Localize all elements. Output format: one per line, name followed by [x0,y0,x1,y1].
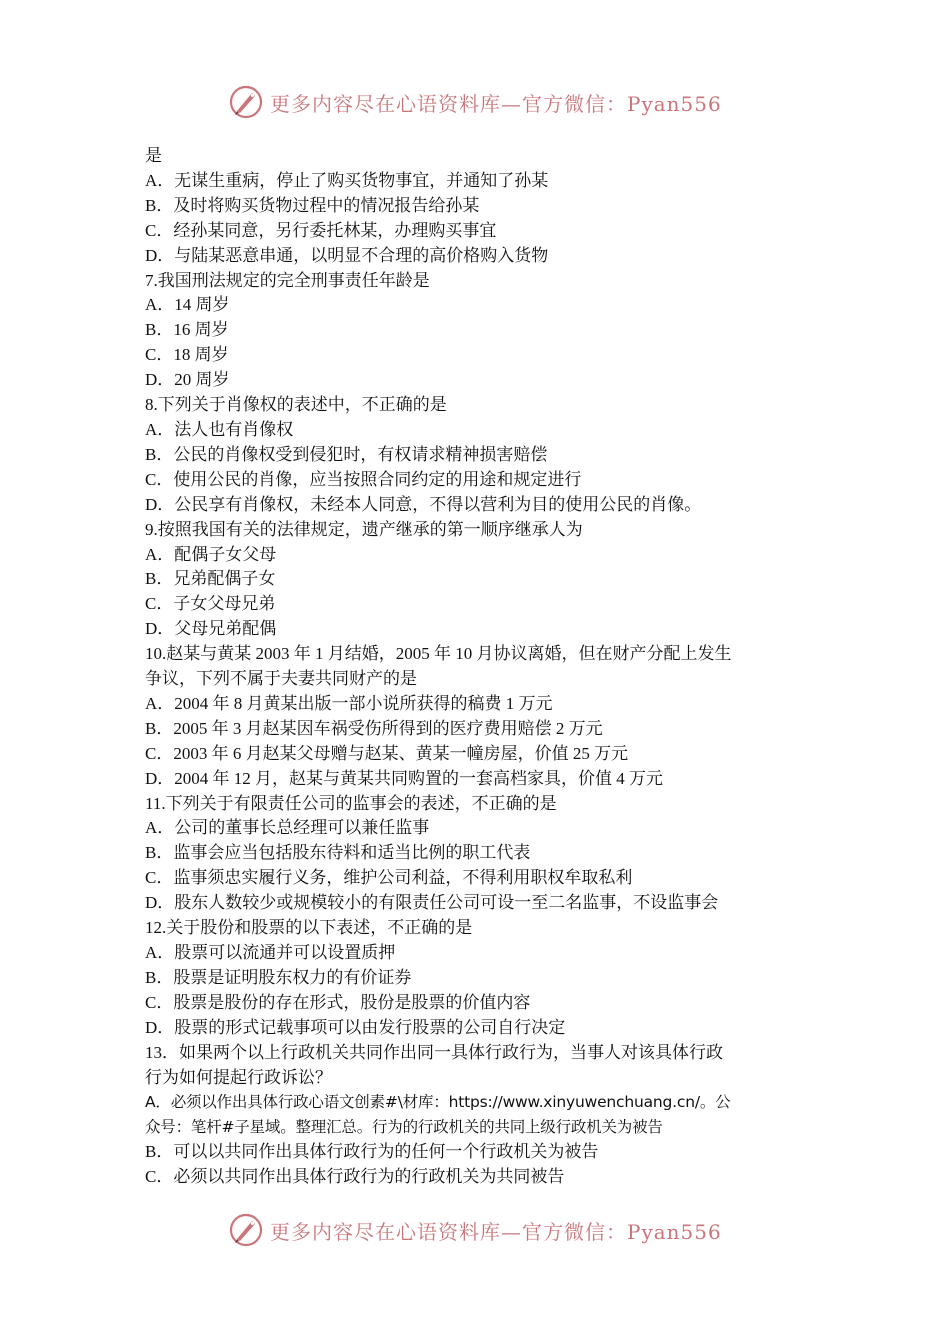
exam-question-text [145,144,817,1190]
text-line: D．2004 年 12 月，赵某与黄某共同购置的一套高档家具，价值 4 万元 [145,768,664,788]
text-line: C．经孙某同意，另行委托林某，办理购买事宜 [145,220,497,240]
header-banner-text: 更多内容尽在心语资料库—官方微信：Pyan556 [270,91,722,116]
text-line: B．兄弟配偶子女 [145,569,276,589]
text-line-watermark: 众号：笔杆#子星域。整理汇总。行为的行政机关的共同上级行政机关为被告 [145,1118,663,1137]
pen-nib-logo-icon [228,84,264,120]
footer-banner [228,1210,722,1250]
text-line: B．16 周岁 [145,320,229,340]
text-line: B．公民的肖像权受到侵犯时，有权请求精神损害赔偿 [145,444,548,464]
text-line: C．必须以共同作出具体行政行为的行政机关为共同被告 [145,1167,565,1187]
header-banner [228,82,722,122]
text-line: 争议，下列不属于夫妻共同财产的是 [145,669,417,689]
text-line: D．股票的形式记载事项可以由发行股票的公司自行决定 [145,1017,566,1037]
text-line: C．股票是股份的存在形式，股份是股票的价值内容 [145,992,531,1012]
pen-nib-logo-icon [228,1212,264,1248]
text-line: C．使用公民的肖像，应当按照合同约定的用途和规定进行 [145,469,582,489]
question-7-title: 7.我国刑法规定的完全刑事责任年龄是 [145,270,430,290]
text-line: C．子女父母兄弟 [145,594,276,614]
text-line: A．无谋生重病，停止了购买货物事宜，并通知了孙某 [145,170,549,190]
question-13-title: 13．如果两个以上行政机关共同作出同一具体行政行为，当事人对该具体行政 [145,1042,723,1062]
text-line: B．股票是证明股东权力的有价证券 [145,967,412,987]
text-line: A．14 周岁 [145,295,230,315]
text-line: A．法人也有肖像权 [145,419,294,439]
question-8-title: 8.下列关于肖像权的表述中，不正确的是 [145,395,447,415]
text-line: B．2005 年 3 月赵某因车祸受伤所得到的医疗费用赔偿 2 万元 [145,718,603,738]
text-line: D．父母兄弟配偶 [145,619,277,639]
text-line-watermark: A．必须以作出具体行政心语文创素#\材库：https://www.xinyuwenchuang.cn/。公 [145,1093,731,1112]
text-line: A．公司的董事长总经理可以兼任监事 [145,818,430,838]
text-line: 是 [145,146,162,165]
question-12-title: 12.关于股份和股票的以下表述，不正确的是 [145,918,473,938]
text-line: D．股东人数较少或规模较小的有限责任公司可设一至二名监事，不设监事会 [145,893,719,913]
text-line: 行为如何提起行政诉讼？ [145,1067,332,1087]
question-10-title: 10.赵某与黄某 2003 年 1 月结婚，2005 年 10 月协议离婚，但在财产分配上发生 [145,644,732,664]
text-line: D．20 周岁 [145,370,230,390]
text-line: B．监事会应当包括股东待料和适当比例的职工代表 [145,843,531,863]
text-line: C．2003 年 6 月赵某父母赠与赵某、黄某一幢房屋，价值 25 万元 [145,743,629,763]
question-9-title: 9.按照我国有关的法律规定，遗产继承的第一顺序继承人为 [145,519,583,539]
text-line: C．18 周岁 [145,345,229,365]
text-line: D．与陆某恶意串通，以明显不合理的高价格购入货物 [145,245,549,265]
text-line: A．股票可以流通并可以设置质押 [145,943,396,962]
text-line: B．及时将购买货物过程中的情况报告给孙某 [145,195,480,215]
text-line: B．可以以共同作出具体行政行为的任何一个行政机关为被告 [145,1142,599,1162]
text-line: A．2004 年 8 月黄某出版一部小说所获得的稿费 1 万元 [145,693,553,713]
text-line: D．公民享有肖像权，未经本人同意，不得以营利为目的使用公民的肖像。 [145,494,702,514]
text-line: C．监事须忠实履行义务，维护公司利益，不得利用职权牟取私利 [145,868,633,888]
footer-banner-text: 更多内容尽在心语资料库—官方微信：Pyan556 [270,1219,722,1244]
question-11-title: 11.下列关于有限责任公司的监事会的表述，不正确的是 [145,793,557,813]
text-line: A．配偶子女父母 [145,544,277,564]
